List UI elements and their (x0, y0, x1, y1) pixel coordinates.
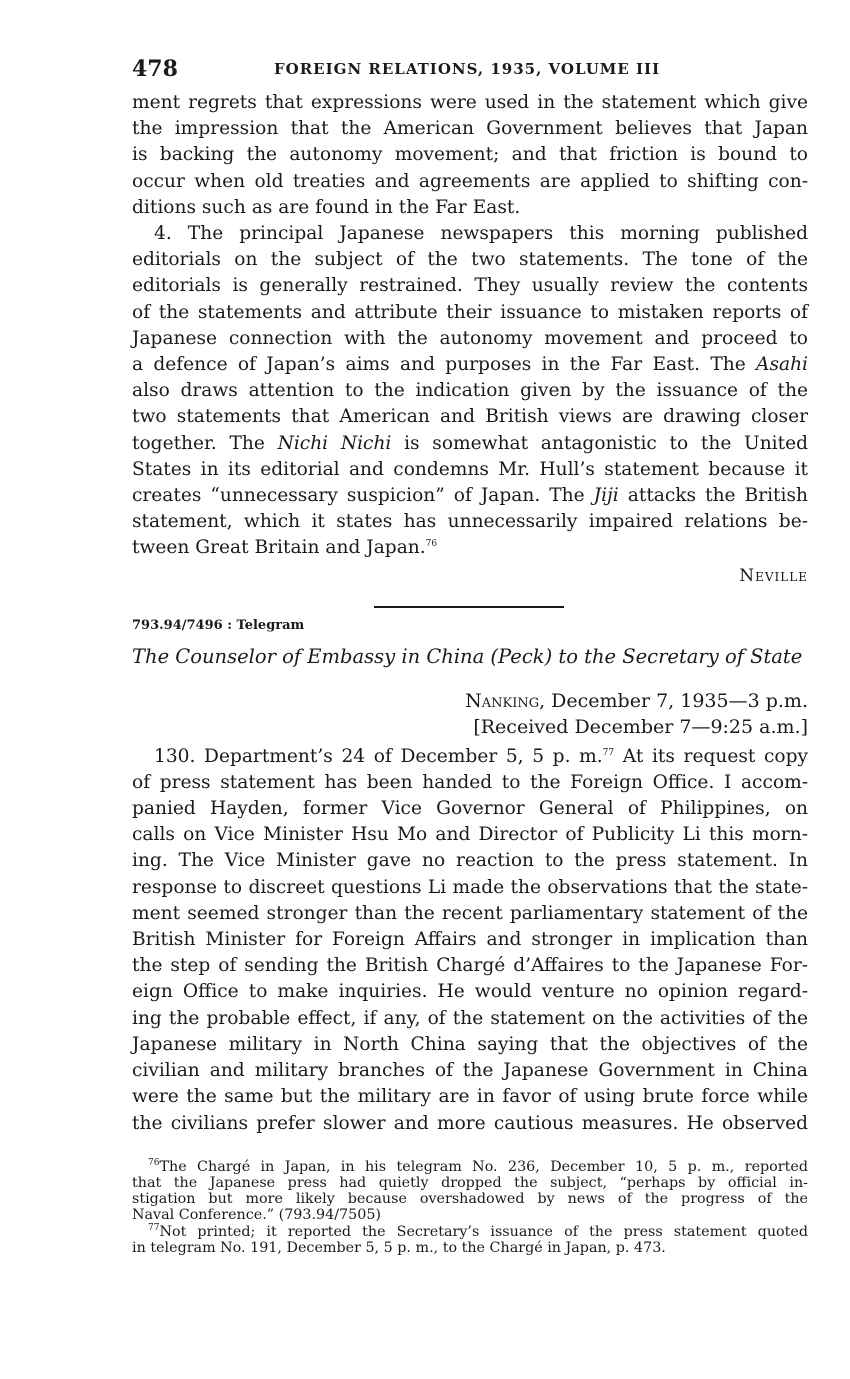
section-divider (374, 606, 564, 608)
text-line: 4. The principal Japanese newspapers this morning published (154, 223, 808, 245)
file-reference: 793.94/7496 : Telegram (132, 617, 305, 633)
text-line: panied Hayden, former Vice Governor General of Philippines, on (132, 798, 808, 820)
text-segment: Not printed; it reported the Secretary’s issuance of the press statement quoted (159, 1223, 808, 1240)
text-line: that the Japanese press had quietly dropped the subject, “perhaps by official in- (132, 1174, 808, 1191)
text-line (132, 1159, 808, 1175)
document-page (132, 56, 808, 1256)
footnote-marker: 76 (148, 1157, 160, 1168)
text-line (132, 535, 808, 561)
text-segment: 130. Department’s 24 of December 5, 5 p. m. (154, 745, 603, 767)
text-line: States in its editorial and condemns Mr. Hull’s statement because it (132, 458, 808, 480)
text-segment: a defence of Japan’s aims and purposes in the Far East. The (132, 354, 757, 376)
text-line: ditions such as are found in the Far East. (132, 196, 521, 218)
signature: Neville (739, 565, 808, 586)
text-line: also draws attention to the indication given by the issuance of the (132, 380, 808, 402)
text-line: in telegram No. 191, December 5, 5 p. m., to the Chargé in Japan, p. 473. (132, 1239, 666, 1256)
text-line: is backing the autonomy movement; and that friction is bound to (132, 144, 808, 166)
text-line: editorials is generally restrained. They usually review the contents (132, 275, 808, 297)
text-segment: is somewhat antagonistic to the United (391, 432, 809, 454)
text-segment: creates “unnecessary suspicion” of Japan. The (132, 485, 594, 507)
dateline-place: Nanking (465, 689, 540, 712)
newspaper-name-nichi-nichi: Nichi Nichi (277, 432, 392, 454)
text-line: of the statements and attribute their issuance to mistaken reports of (132, 301, 808, 323)
text-line: the step of sending the British Chargé d’Affaires to the Japanese For- (132, 955, 808, 977)
text-line: the civilians prefer slower and more cautious measures. He observed (132, 1112, 808, 1134)
page-header (132, 56, 808, 90)
footnote-marker: 77 (148, 1222, 160, 1233)
text-line: two statements that American and British views are drawing closer (132, 406, 808, 428)
footnotes (132, 1159, 808, 1256)
text-line: Japanese military in North China saying that the objectives of the (132, 1033, 808, 1055)
text-line (132, 431, 808, 457)
text-line: occur when old treaties and agreements are applied to shifting con- (132, 170, 808, 192)
text-line: ment regrets that expressions were used in the statement which give (132, 92, 808, 113)
text-line: stigation but more likely because overshadowed by news of the progress of the (132, 1191, 808, 1208)
dateline-sent (132, 688, 808, 714)
continued-paragraph (132, 90, 808, 221)
text-line: ing. The Vice Minister gave no reaction to the press statement. In (132, 850, 808, 872)
footnote-ref-77: 77 (602, 747, 615, 758)
text-line: Naval Conference.” (793.94/7505) (132, 1207, 382, 1224)
dateline (132, 688, 808, 740)
text-line: eign Office to make inquiries. He would venture no opinion regard- (132, 981, 808, 1003)
newspaper-name-jiji: Jiji (593, 485, 619, 507)
footnote-76 (132, 1159, 808, 1224)
document-title: The Counselor of Embassy in China (Peck) to the Secretary of State (132, 644, 803, 668)
text-line: editorials on the subject of the two statements. The tone of the (132, 249, 808, 271)
text-line: the impression that the American Government believes that Japan (132, 118, 808, 140)
text-line: were the same but the military are in favor of using brute force while (132, 1086, 808, 1108)
text-line: ing the probable effect, if any, of the statement on the activities of the (132, 1007, 808, 1029)
dateline-received: [Received December 7—9:25 a.m.] (473, 715, 808, 738)
text-line (132, 744, 808, 770)
text-line: calls on Vice Minister Hsu Mo and Director of Publicity Li this morn- (132, 824, 808, 846)
text-line: Japanese connection with the autonomy movement and proceed to (132, 327, 808, 349)
footnote-ref-76: 76 (425, 539, 438, 550)
footnote-77 (132, 1224, 808, 1256)
text-segment: tween Great Britain and Japan. (132, 537, 426, 559)
text-line (132, 352, 808, 378)
text-line: British Minister for Foreign Affairs and stronger in implication than (132, 929, 808, 951)
page-number: 478 (132, 56, 178, 82)
newspaper-name-asahi: Asahi (756, 354, 808, 376)
text-line (132, 483, 808, 509)
running-head: FOREIGN RELATIONS, 1935, VOLUME III (274, 60, 661, 78)
text-line: statement, which it states has unnecessarily impaired relations be- (132, 511, 808, 533)
text-segment: attacks the British (618, 485, 808, 507)
text-line (132, 1224, 808, 1240)
telegram-body (132, 744, 808, 1137)
dateline-date: , December 7, 1935—3 p.m. (539, 689, 808, 712)
text-segment: together. The (132, 432, 278, 454)
paragraph-4 (132, 221, 808, 562)
text-line: response to discreet questions Li made the observations that the state- (132, 876, 808, 898)
text-segment: At its request copy (614, 745, 808, 767)
text-segment: The Chargé in Japan, in his telegram No. 236, December 10, 5 p. m., reported (159, 1158, 808, 1175)
text-line: ment seemed stronger than the recent parliamentary statement of the (132, 902, 808, 924)
text-line: civilian and military branches of the Japanese Government in China (132, 1060, 808, 1082)
text-line: of press statement has been handed to the Foreign Office. I accom- (132, 771, 808, 793)
